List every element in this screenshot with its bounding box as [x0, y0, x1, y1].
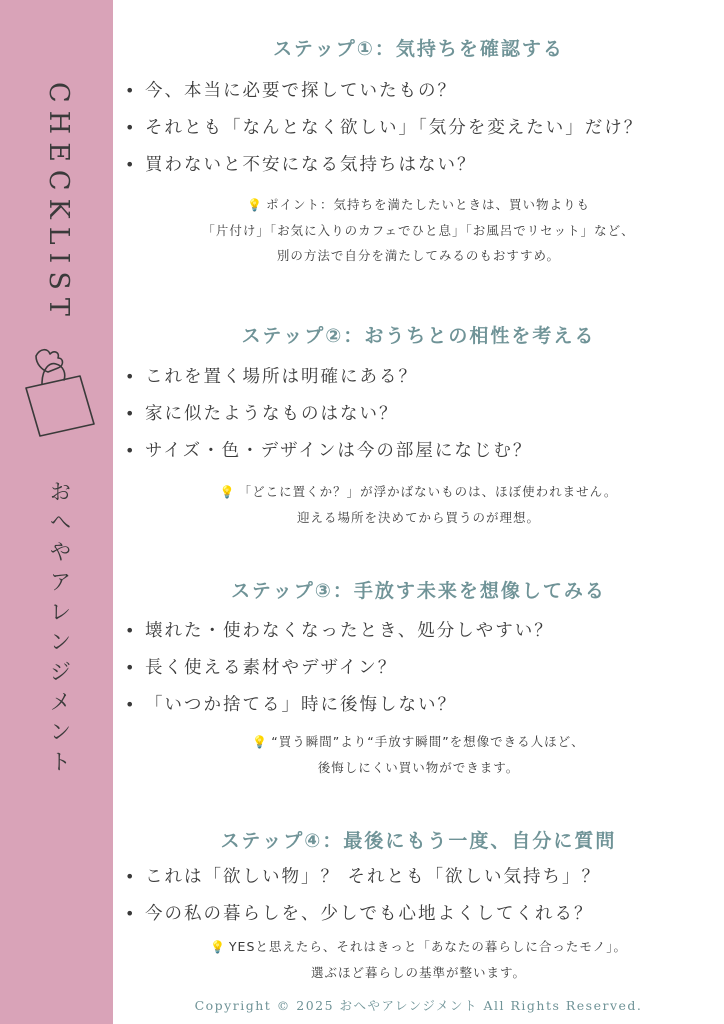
tip-line: ポイント：気持ちを満たしたいときは、買い物よりも	[265, 197, 590, 212]
list-item: • 長く使える素材やデザイン？	[125, 649, 715, 686]
step-1-tip	[113, 192, 724, 268]
tip-line: “買う瞬間”より“手放す瞬間”を想像できる人ほど、	[271, 734, 585, 749]
list-item: • 家に似たようなものはない？	[125, 395, 715, 432]
shopping-bag-icon	[20, 340, 102, 440]
step-2-title: ステップ②：おうちとの相性を考える	[241, 325, 596, 347]
list-item: • 今の私の暮らしを、少しでも心地よくしてくれる？	[125, 895, 715, 932]
tip-line: 「どこに置くか？」が浮かばないものは、ほぼ使われません。	[238, 484, 618, 499]
checklist-title: CHECKLIST	[43, 82, 74, 324]
step-3-items	[125, 612, 715, 723]
step-1-items	[125, 72, 715, 183]
list-item: • 壊れた・使わなくなったとき、処分しやすい？	[125, 612, 715, 649]
step-4-items	[125, 858, 715, 932]
step-4-title: ステップ④：最後にもう一度、自分に質問	[220, 830, 617, 852]
list-item: • これは「欲しい物」？ それとも「欲しい気持ち」？	[125, 858, 715, 895]
step-4-tip	[113, 934, 724, 985]
list-item: • それとも「なんとなく欲しい」「気分を変えたい」だけ？	[125, 109, 715, 146]
tip-line: 別の方法で自分を満たしてみるのもおすすめ。	[276, 248, 561, 263]
lightbulb-icon: 💡	[209, 940, 226, 954]
tip-line: 迎える場所を決めてから買うのが理想。	[296, 510, 540, 525]
step-1-title: ステップ①：気持ちを確認する	[273, 38, 564, 60]
tip-line: 「片付け」「お気に入りのカフェでひと息」「お風呂でリセット」など、	[202, 223, 635, 238]
tip-line: 後悔しにくい買い物ができます。	[317, 760, 520, 775]
sidebar	[0, 0, 113, 1024]
list-item: • サイズ・色・デザインは今の部屋になじむ？	[125, 432, 715, 469]
lightbulb-icon: 💡	[247, 198, 263, 212]
copyright-footer: Copyright © 2025 おへやアレンジメント All Rights Reserved.	[194, 998, 643, 1013]
tip-line: YESと思えたら、それはきっと「あなたの暮らしに合ったモノ」。	[228, 939, 628, 954]
list-item: • 今、本当に必要で探していたもの？	[125, 72, 715, 109]
list-item: • 買わないと不安になる気持ちはない？	[125, 146, 715, 183]
list-item: • 「いつか捨てる」時に後悔しない？	[125, 686, 715, 723]
step-3-tip	[113, 729, 724, 780]
step-3-title: ステップ③：手放す未来を想像してみる	[231, 580, 606, 602]
checklist-content	[113, 0, 724, 1024]
tip-line: 選ぶほど暮らしの基準が整います。	[310, 965, 526, 980]
lightbulb-icon: 💡	[219, 485, 236, 499]
brand-name: おへやアレンジメント	[46, 480, 71, 780]
lightbulb-icon: 💡	[252, 735, 269, 749]
list-item: • これを置く場所は明確にある？	[125, 358, 715, 395]
step-2-tip	[113, 479, 724, 530]
step-2-items	[125, 358, 715, 469]
